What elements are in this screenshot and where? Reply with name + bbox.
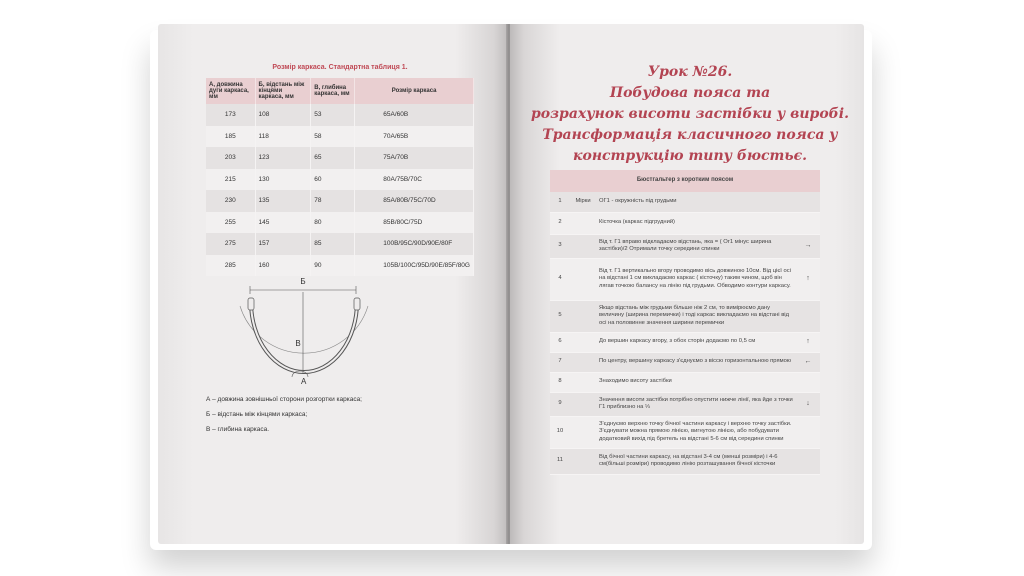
table-cell: 53 [311, 104, 355, 126]
table-cell: 145 [255, 212, 311, 234]
step-row [550, 332, 820, 352]
frame-arc [251, 302, 357, 372]
table-cell: 173 [206, 104, 255, 126]
step-arrow: ← [796, 352, 820, 372]
step-number: 10 [550, 416, 570, 448]
header-size: Розмір каркаса [355, 78, 474, 104]
step-label [570, 234, 596, 258]
table-cell: 215 [206, 169, 255, 191]
step-row [550, 416, 820, 448]
label-v: В [295, 339, 301, 348]
legend-item-a: А – довжина зовнішньої сторони розгортки каркаса; [206, 396, 362, 403]
step-row [550, 448, 820, 474]
right-page [510, 24, 864, 544]
table-cell: 123 [255, 147, 311, 169]
step-label [570, 352, 596, 372]
step-text: ОГ1 - окружність під грудьми [596, 192, 796, 212]
step-label [570, 258, 596, 300]
table-row [206, 104, 474, 126]
step-arrow [796, 372, 820, 392]
step-arrow [796, 300, 820, 332]
table-cell: 130 [255, 169, 311, 191]
table-cell: 75A/70B [355, 147, 474, 169]
step-label [570, 392, 596, 416]
table-row [206, 147, 474, 169]
label-b: Б [300, 277, 306, 286]
step-row [550, 258, 820, 300]
table-cell: 275 [206, 233, 255, 255]
step-arrow: ↑ [796, 332, 820, 352]
step-arrow [796, 192, 820, 212]
table-cell: 90 [311, 255, 355, 277]
table-row [206, 190, 474, 212]
table-cell: 60 [311, 169, 355, 191]
step-arrow [796, 212, 820, 234]
step-number: 3 [550, 234, 570, 258]
step-label [570, 448, 596, 474]
table-cell: 185 [206, 126, 255, 148]
table-row [206, 126, 474, 148]
step-number: 6 [550, 332, 570, 352]
table-cell: 70A/65B [355, 126, 474, 148]
step-row [550, 352, 820, 372]
step-text: Від т. Г1 вертикально вгору проводимо вісь довжиною 10см. Від цієї осі на відстані 1 см викладаємо каркас ( кісточку) таким чином, щоб він лягав точкою балансу на лінію під грудьми. Обводимо контури каркасу. [596, 258, 796, 300]
size-table-header [206, 78, 474, 104]
header-depth: В, глибина каркаса, мм [311, 78, 355, 104]
step-text: З'єднуємо верхню точку бічної частини каркасу і верхню точку застібки. З'єднувати можна прямою лінією, вигнутою лінією, або побудувати додатковий вихід під бретель на відстані 5-6 см від середини спинки [596, 416, 796, 448]
step-row [550, 372, 820, 392]
table-row [206, 212, 474, 234]
table-cell: 85 [311, 233, 355, 255]
table-cell: 65 [311, 147, 355, 169]
step-number: 1 [550, 192, 570, 212]
step-number: 7 [550, 352, 570, 372]
step-label [570, 212, 596, 234]
step-label [570, 372, 596, 392]
table-cell: 157 [255, 233, 311, 255]
table-cell: 203 [206, 147, 255, 169]
step-text: До вершин каркасу вгору, з обох сторін додаємо по 0,5 см [596, 332, 796, 352]
table-cell: 85B/80C/75D [355, 212, 474, 234]
label-a: А [301, 377, 307, 386]
step-arrow: ↑ [796, 258, 820, 300]
frame-diagram [222, 246, 382, 396]
step-row [550, 300, 820, 332]
table-cell: 135 [255, 190, 311, 212]
step-label [570, 416, 596, 448]
table-cell: 100B/95C/90D/90E/80F [355, 233, 474, 255]
step-arrow: ↓ [796, 392, 820, 416]
step-arrow [796, 416, 820, 448]
lesson-title-line: розрахунок висоти застібки у виробі. [531, 106, 849, 122]
step-number: 9 [550, 392, 570, 416]
step-text: По центру, вершину каркасу з'єднуємо з віссю горизонтальною прямою [596, 352, 796, 372]
diagram-legend [206, 396, 362, 441]
step-row [550, 192, 820, 212]
header-arc-length: А, довжина дуги каркаса, мм [206, 78, 255, 104]
table-cell: 285 [206, 255, 255, 277]
step-text: Якщо відстань між грудьми більше ніж 2 см, то вимірюємо дану величину (ширина перемички) і тоді каркас викладаємо на відстані від осі на половинне значення ширини перемички [596, 300, 796, 332]
step-number: 4 [550, 258, 570, 300]
step-arrow: → [796, 234, 820, 258]
step-number: 5 [550, 300, 570, 332]
step-text: Знаходимо висоту застібки [596, 372, 796, 392]
table-cell: 230 [206, 190, 255, 212]
table-cell: 105B/100C/95D/90E/85F/80G [355, 255, 474, 277]
table-cell: 255 [206, 212, 255, 234]
open-book [158, 24, 864, 544]
table-cell: 58 [311, 126, 355, 148]
lesson-title-line: Побудова пояса та [609, 85, 771, 101]
step-label: Мірки [570, 192, 596, 212]
step-label [570, 300, 596, 332]
step-text: Кісточка (каркас підгрудний) [596, 212, 796, 234]
step-row [550, 212, 820, 234]
lesson-title-line: Трансформація класичного пояса у [542, 127, 838, 143]
step-arrow [796, 448, 820, 474]
size-table-title: Розмір каркаса. Стандартна таблиця 1. [272, 64, 408, 71]
legend-item-b: Б – відстань між кінцями каркаса; [206, 411, 308, 418]
steps-table-header: Бюстгальтер з коротким поясом [550, 170, 820, 192]
step-text: Від т. Г1 вправо відкладаємо відстань, яка = ( Ог1 мінус ширина застібки)/2 Отримали точку середини спинки [596, 234, 796, 258]
table-cell: 85A/80B/75C/70D [355, 190, 474, 212]
table-cell: 118 [255, 126, 311, 148]
table-cell: 80A/75B/70C [355, 169, 474, 191]
lesson-title-line: конструкцію типу бюстьє. [573, 148, 807, 164]
step-number: 2 [550, 212, 570, 234]
table-cell: 65A/60B [355, 104, 474, 126]
step-text: Від бічної частини каркасу, на відстані 3-4 см (менші розміри) і 4-6 см(більші розміри) проводимо лінію розташування бічної кісточки [596, 448, 796, 474]
left-page [158, 24, 508, 544]
steps-table [550, 170, 820, 475]
lesson-title [530, 62, 850, 167]
step-label [570, 332, 596, 352]
table-row [206, 169, 474, 191]
step-row [550, 392, 820, 416]
step-text: Значення висоти застібки потрібно опустити нижче лінії, яка йде з точки Г1 приблизно на ⅓ [596, 392, 796, 416]
table-cell: 108 [255, 104, 311, 126]
step-number: 11 [550, 448, 570, 474]
header-ends-distance: Б, відстань між кінцями каркаса, мм [255, 78, 311, 104]
table-cell: 80 [311, 212, 355, 234]
table-cell: 160 [255, 255, 311, 277]
step-row [550, 234, 820, 258]
table-cell: 78 [311, 190, 355, 212]
legend-item-v: В – глибина каркаса. [206, 426, 270, 433]
step-number: 8 [550, 372, 570, 392]
lesson-title-line: Урок №26. [647, 64, 733, 80]
